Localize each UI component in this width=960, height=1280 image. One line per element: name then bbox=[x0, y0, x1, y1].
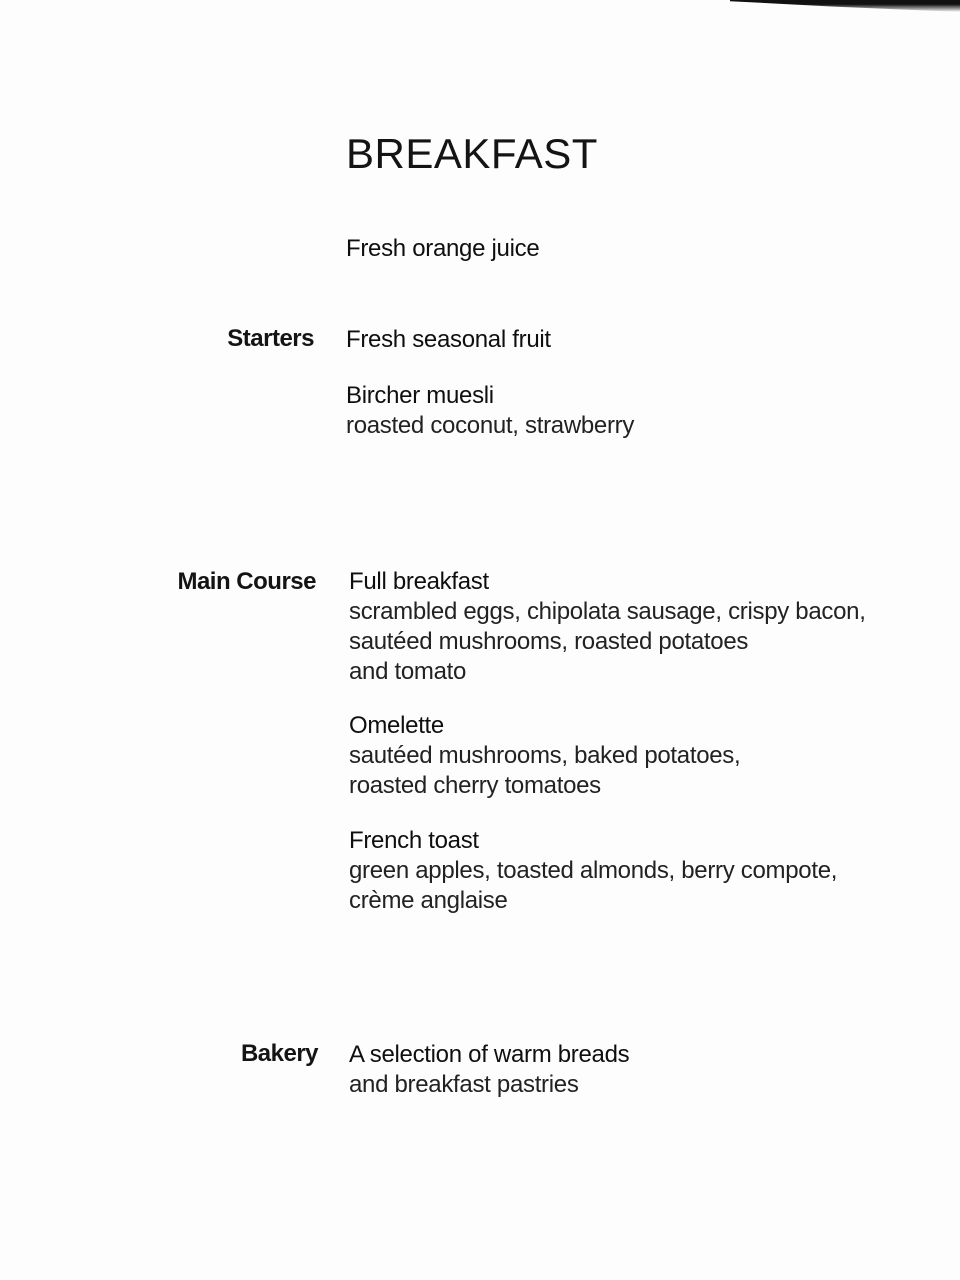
menu-item bbox=[349, 711, 740, 801]
item-name: Fresh orange juice bbox=[346, 235, 540, 262]
menu-item bbox=[346, 381, 634, 441]
item-description: sautéed mushrooms, roasted potatoes bbox=[349, 628, 749, 655]
item-name: A selection of warm breads bbox=[349, 1041, 630, 1068]
item-description: and breakfast pastries bbox=[349, 1071, 579, 1098]
item-name: Omelette bbox=[349, 712, 444, 739]
item-description: green apples, toasted almonds, berry compote, bbox=[349, 857, 838, 884]
section-label-main-course: Main Course bbox=[177, 568, 316, 595]
menu-item bbox=[349, 567, 866, 687]
item-name: Bircher muesli bbox=[346, 382, 494, 409]
item-description: roasted coconut, strawberry bbox=[346, 412, 635, 439]
menu-item-drink bbox=[346, 234, 539, 264]
item-description: roasted cherry tomatoes bbox=[349, 772, 601, 799]
menu-item bbox=[349, 826, 837, 916]
page-edge-shadow bbox=[730, 0, 960, 12]
item-name: Full breakfast bbox=[349, 568, 489, 595]
item-description: scrambled eggs, chipolata sausage, crispy bacon, bbox=[349, 598, 866, 625]
item-description: sautéed mushrooms, baked potatoes, bbox=[349, 742, 741, 769]
item-description: crème anglaise bbox=[349, 887, 508, 914]
item-name: Fresh seasonal fruit bbox=[346, 326, 551, 353]
item-name: French toast bbox=[349, 827, 479, 854]
menu-item bbox=[349, 1040, 629, 1100]
menu-title: BREAKFAST bbox=[346, 130, 598, 177]
menu-item bbox=[346, 325, 551, 355]
section-label-starters: Starters bbox=[227, 325, 314, 352]
item-description: and tomato bbox=[349, 658, 467, 685]
section-label-bakery: Bakery bbox=[240, 1040, 318, 1067]
